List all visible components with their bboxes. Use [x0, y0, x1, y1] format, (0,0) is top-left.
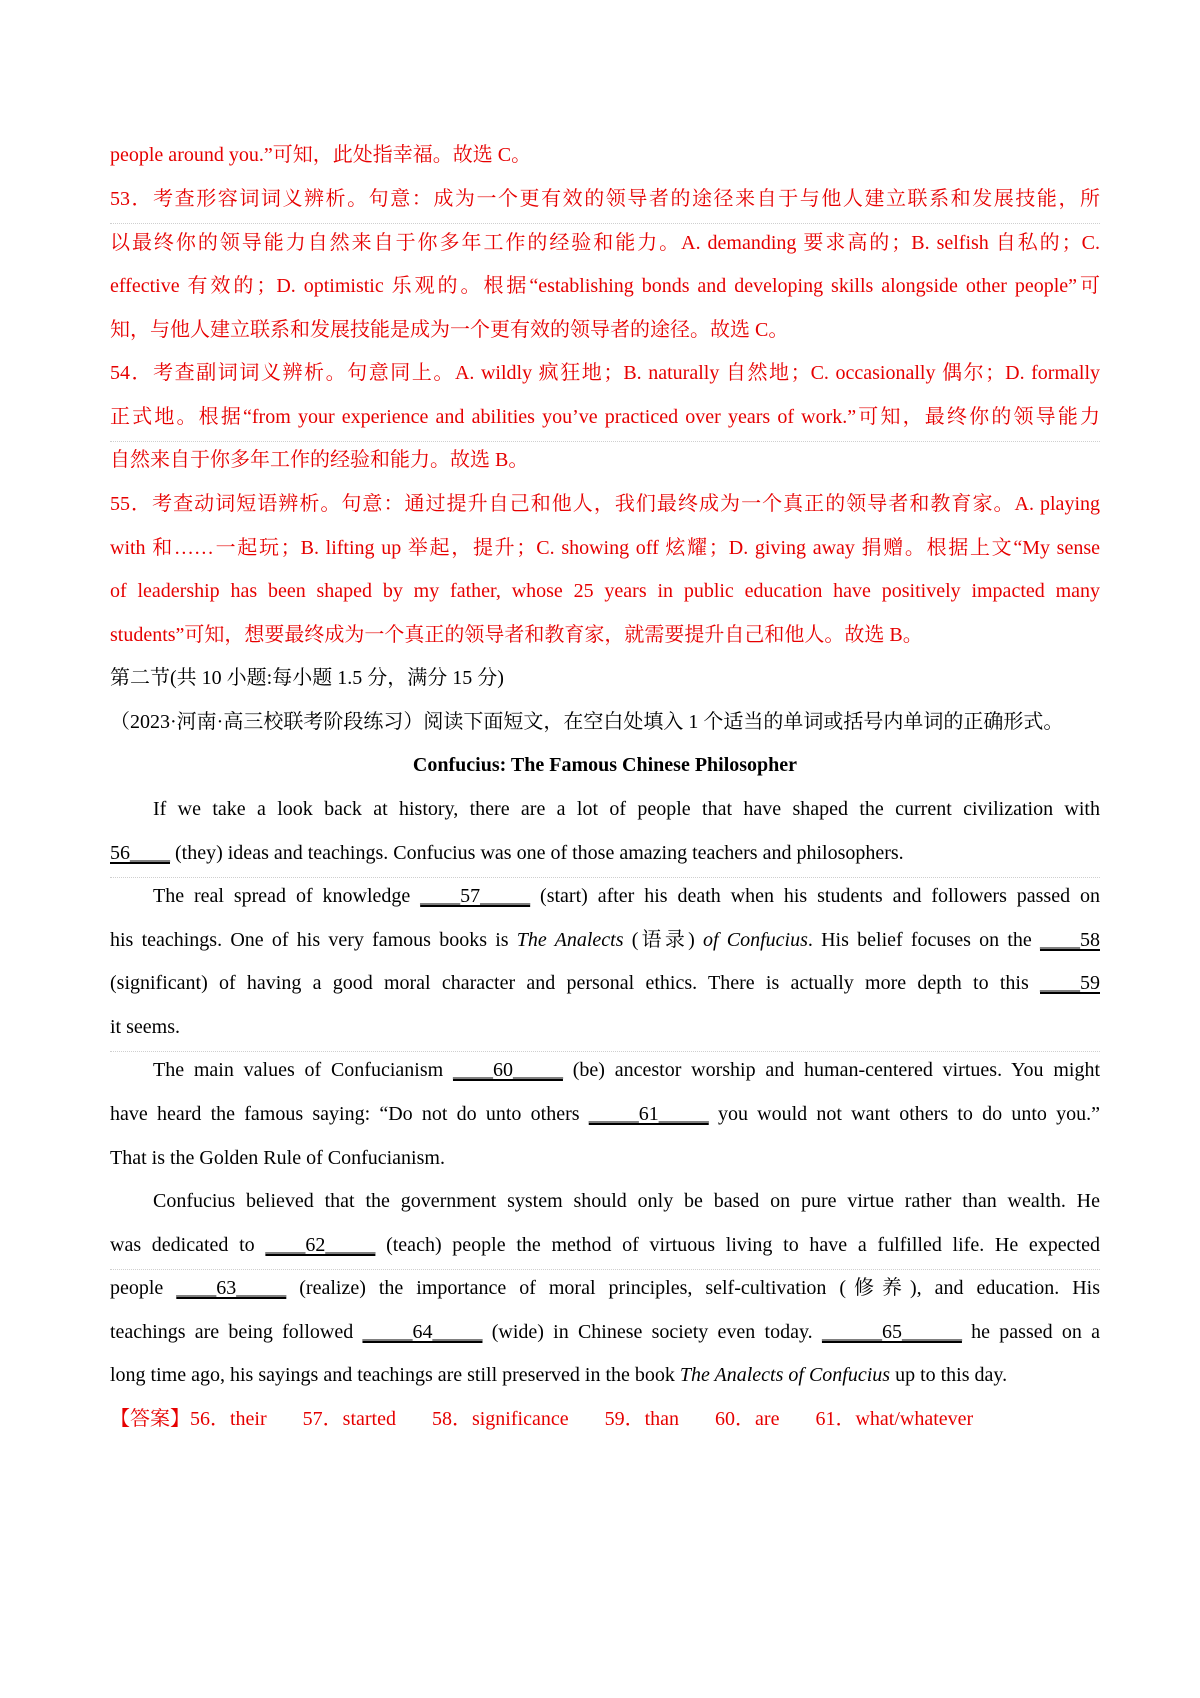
p1-line-1: If we take a look back at history, there are a lot of people that have shaped the current civilization with	[153, 798, 1100, 820]
book-title-italic-3: The Analects of Confucius	[679, 1364, 891, 1386]
q53-line-2: 以最终你的领导能力自然来自于你多年工作的经验和能力。A. demanding 要求高的；B. selfish 自私的；C.	[110, 232, 1100, 254]
p4-text-b: (teach) people the method of virtuous living to have a fulfilled life. He expected	[375, 1234, 1100, 1256]
q52-explanation-tail: people around you.”可知，此处指幸福。故选 C。	[110, 144, 532, 166]
answer-58: 58．significance	[431, 1408, 569, 1430]
answer-row	[110, 1396, 1100, 1443]
q55-line-2: with 和……一起玩；B. lifting up 举起，提升；C. showing off 炫耀；D. giving away 捐赠。根据上文“My sense	[110, 537, 1100, 559]
p4-text-d: (realize) the importance of moral principles, self-cultivation (修养), and education. His	[286, 1277, 1100, 1299]
book-title-italic-2: of Confucius	[702, 929, 808, 951]
blank-63: ____63_____	[176, 1277, 287, 1299]
blank-64: _____64_____	[362, 1321, 483, 1343]
p4-text-h: long time ago, his sayings and teachings are still preserved in the book	[110, 1364, 680, 1386]
p2-line-1	[110, 873, 1100, 920]
p1-line-2-text: (they) ideas and teachings. Confucius was one of those amazing teachers and philosophers.	[170, 842, 904, 864]
p2-text-d: (语录)	[623, 929, 703, 951]
q55-line-4: students”可知，想要最终成为一个真正的领导者和教育家，就需要提升自己和他人。故选 B。	[110, 624, 923, 646]
p4-text-g: he passed on a	[961, 1321, 1101, 1343]
blank-58: ____58	[1039, 929, 1100, 951]
passage-title: Confucius: The Famous Chinese Philosopher	[412, 754, 798, 776]
p2-line-4: it seems.	[110, 1004, 1100, 1052]
p3-text-a: The main values of Confucianism	[153, 1059, 453, 1081]
p4-line-2	[110, 1222, 1100, 1270]
answer-56: 56．their	[190, 1408, 267, 1430]
q54-line-3: 自然来自于你多年工作的经验和能力。故选 B。	[110, 449, 529, 471]
section-instruction: （2023·河南·高三校联考阶段练习）阅读下面短文，在空白处填入 1 个适当的单词或括号内单词的正确形式。	[110, 711, 1064, 733]
p3-text-b: (be) ancestor worship and human-centered virtues. You might	[562, 1059, 1100, 1081]
section-heading: 第二节(共 10 小题:每小题 1.5 分，满分 15 分)	[110, 667, 504, 689]
p1-line-2	[110, 830, 1100, 878]
p4-text-i: up to this day.	[890, 1364, 1008, 1386]
answer-57: 57．started	[302, 1408, 396, 1430]
p3-line-2	[110, 1091, 1100, 1138]
p2-text-b: (start) after his death when his students and followers passed on	[530, 885, 1100, 907]
p4-line-1: Confucius believed that the government system should only be based on pure virtue rather than wealth. He	[153, 1190, 1100, 1212]
p4-text-e: teachings are being followed	[110, 1321, 363, 1343]
blank-59: ____59	[1040, 972, 1100, 994]
q55-line-1: 55．考查动词短语辨析。句意：通过提升自己和他人，我们最终成为一个真正的领导者和教育家。A. playing	[110, 493, 1100, 515]
q53-line-1: 53．考查形容词词义辨析。句意：成为一个更有效的领导者的途径来自于与他人建立联系和发展技能，所	[110, 176, 1100, 224]
blank-61: _____61_____	[588, 1103, 709, 1125]
book-title-italic: The Analects	[516, 929, 624, 951]
p4-text-c: people	[110, 1277, 177, 1299]
p2-line-2	[110, 917, 1100, 964]
blank-57: ____57_____	[420, 885, 531, 907]
answer-60: 60．are	[715, 1408, 780, 1430]
p2-line-3	[110, 960, 1100, 1007]
p3-text-d: you would not want others to do unto you.”	[708, 1103, 1100, 1125]
p2-text-f: (significant) of having a good moral character and personal ethics. There is actually more depth to this	[110, 972, 1040, 994]
q55-line-3: of leadership has been shaped by my father, whose 25 years in public education have positively impacted many	[110, 580, 1100, 602]
answer-label: 【答案】	[110, 1408, 190, 1430]
q53-line-4: 知，与他人建立联系和发展技能是成为一个更有效的领导者的途径。故选 C。	[110, 319, 789, 341]
q53-line-3: effective 有效的；D. optimistic 乐观的。根据“establishing bonds and developing skills alongside other people”可	[110, 275, 1100, 297]
p3-text-c: have heard the famous saying: “Do not do unto others	[110, 1103, 589, 1125]
p4-text-a: was dedicated to	[110, 1234, 266, 1256]
answer-61: 61．what/whatever	[815, 1408, 974, 1430]
p4-line-4	[110, 1309, 1100, 1356]
q54-line-2: 正式地。根据“from your experience and abilities you’ve practiced over years of work.”可知，最终你的领导能力	[110, 394, 1100, 442]
p4-line-5	[110, 1352, 1100, 1399]
blank-62: ____62_____	[265, 1234, 376, 1256]
blank-60: ____60_____	[452, 1059, 563, 1081]
q54-line-1: 54．考查副词词义辨析。句意同上。A. wildly 疯狂地；B. naturally 自然地；C. occasionally 偶尔；D. formally	[110, 362, 1100, 384]
p2-text-e: . His belief focuses on the	[807, 929, 1040, 951]
p4-line-3	[110, 1265, 1100, 1312]
blank-65: ______65______	[821, 1321, 962, 1343]
p3-line-3: That is the Golden Rule of Confucianism.	[110, 1147, 445, 1169]
answer-59: 59．than	[604, 1408, 680, 1430]
p3-line-1	[110, 1047, 1100, 1094]
blank-56: 56____	[110, 842, 170, 864]
p2-text-a: The real spread of knowledge	[153, 885, 421, 907]
p2-text-c: his teachings. One of his very famous books is	[110, 929, 517, 951]
p4-text-f: (wide) in Chinese society even today.	[482, 1321, 822, 1343]
